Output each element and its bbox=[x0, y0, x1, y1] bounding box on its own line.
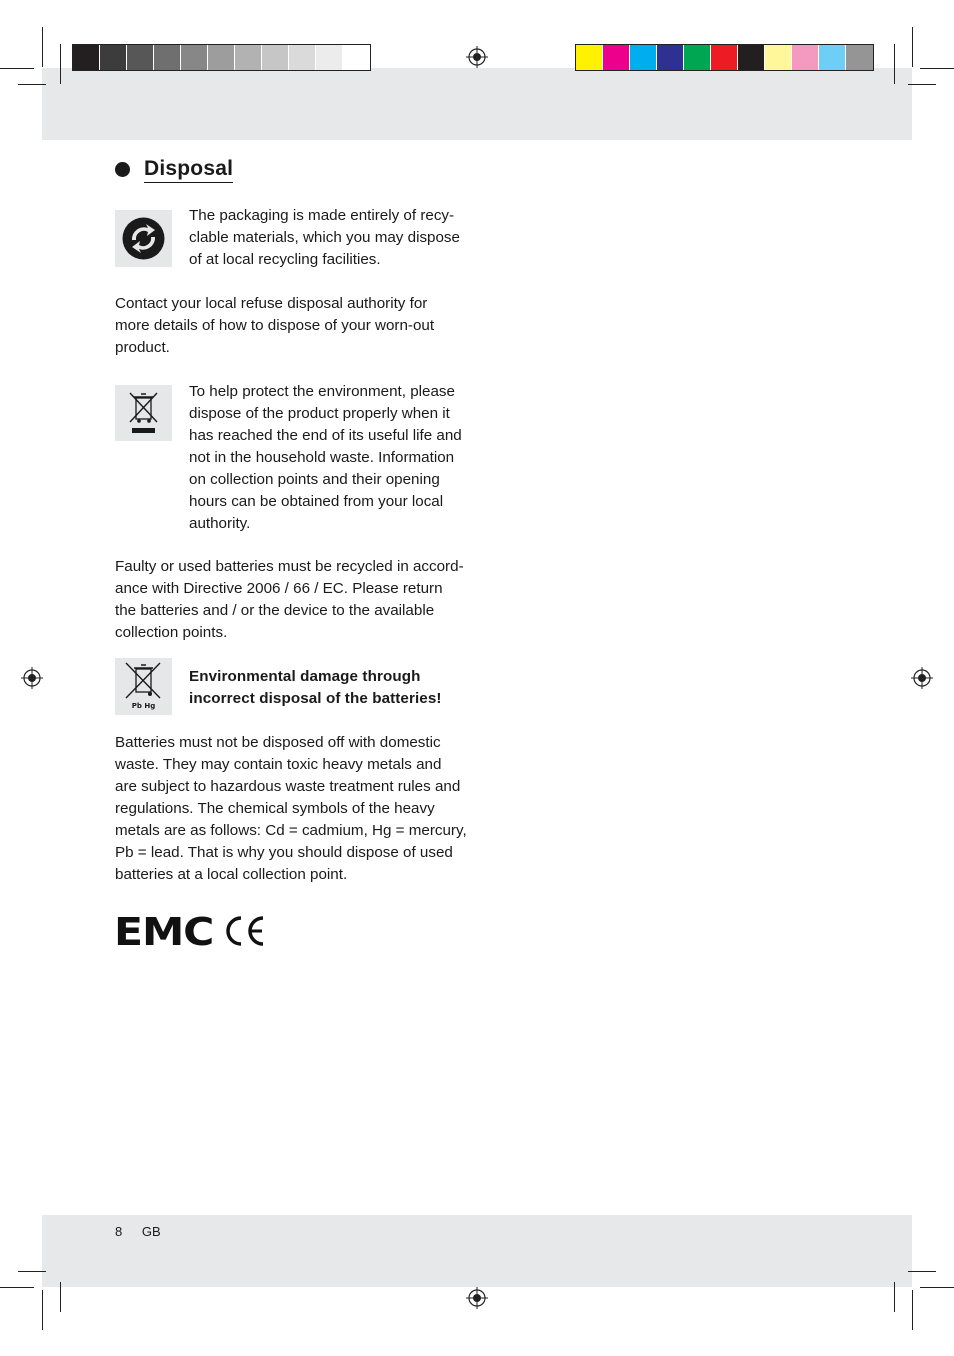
battery-metal-label: Pb Hg bbox=[131, 702, 156, 710]
color-swatch bbox=[684, 45, 711, 70]
section-heading bbox=[115, 156, 233, 183]
color-swatch bbox=[343, 45, 370, 70]
color-swatch bbox=[738, 45, 765, 70]
bullet-icon bbox=[115, 162, 130, 177]
registration-mark-icon bbox=[466, 1287, 488, 1309]
packaging-text: The packaging is made entirely of recy- clable materials, which you may dispose of at local recycling facilities. bbox=[189, 207, 460, 268]
color-swatch bbox=[154, 45, 181, 70]
registration-mark-icon bbox=[21, 667, 43, 689]
emc-mark: EMC bbox=[114, 910, 214, 954]
color-swatch bbox=[765, 45, 792, 70]
color-swatch bbox=[127, 45, 154, 70]
weee-icon-box bbox=[115, 385, 172, 441]
color-swatch bbox=[576, 45, 603, 70]
color-swatch bbox=[208, 45, 235, 70]
color-swatch bbox=[630, 45, 657, 70]
registration-mark-icon bbox=[911, 667, 933, 689]
color-swatch bbox=[846, 45, 873, 70]
color-swatch bbox=[181, 45, 208, 70]
page-footer bbox=[115, 1224, 177, 1239]
contact-text: Contact your local refuse disposal authority for more details of how to dispose of your worn-out product. bbox=[115, 295, 435, 356]
batteries-recycle-text: Faulty or used batteries must be recycled in accord- ance with Directive 2006 / 66 / EC. Please return the batteries and / or the device to the available collection points. bbox=[115, 558, 464, 641]
battery-icon-box bbox=[115, 658, 172, 715]
color-swatch bbox=[819, 45, 846, 70]
grayscale-swatches bbox=[72, 44, 371, 71]
registration-mark-icon bbox=[466, 46, 488, 68]
color-swatch bbox=[73, 45, 100, 70]
color-swatch bbox=[100, 45, 127, 70]
header-band bbox=[42, 68, 912, 140]
color-swatch bbox=[262, 45, 289, 70]
batteries-detail-text: Batteries must not be disposed off with domestic waste. They may contain toxic heavy metals and are subject to hazardous waste treatment rules and regulations. The chemical symbols of the heavy metals are as follows: Cd = cadmium, Hg = mercury, Pb = lead. That is why you should dispose of used batteries at a local collection point. bbox=[115, 734, 467, 883]
crossed-bin-icon bbox=[115, 385, 172, 441]
color-swatch bbox=[235, 45, 262, 70]
color-swatch bbox=[657, 45, 684, 70]
language-code: GB bbox=[141, 1224, 161, 1239]
recycle-icon-box bbox=[115, 210, 172, 267]
environment-text: To help protect the environment, please dispose of the product properly when it has reached the end of its useful life and not in the household waste. Information on collection points and their opening hours can be obtained from your local authority. bbox=[189, 383, 462, 532]
color-swatch bbox=[711, 45, 738, 70]
color-swatch bbox=[289, 45, 316, 70]
color-swatch bbox=[603, 45, 630, 70]
ce-mark-icon bbox=[222, 912, 268, 950]
warning-text: Environmental damage through incorrect disposal of the batteries! bbox=[189, 668, 442, 707]
page-title: Disposal bbox=[144, 156, 233, 183]
color-swatch bbox=[316, 45, 343, 70]
color-swatch bbox=[792, 45, 819, 70]
recycle-icon bbox=[115, 210, 172, 267]
color-swatches bbox=[575, 44, 874, 71]
page-number: 8 bbox=[115, 1224, 123, 1239]
